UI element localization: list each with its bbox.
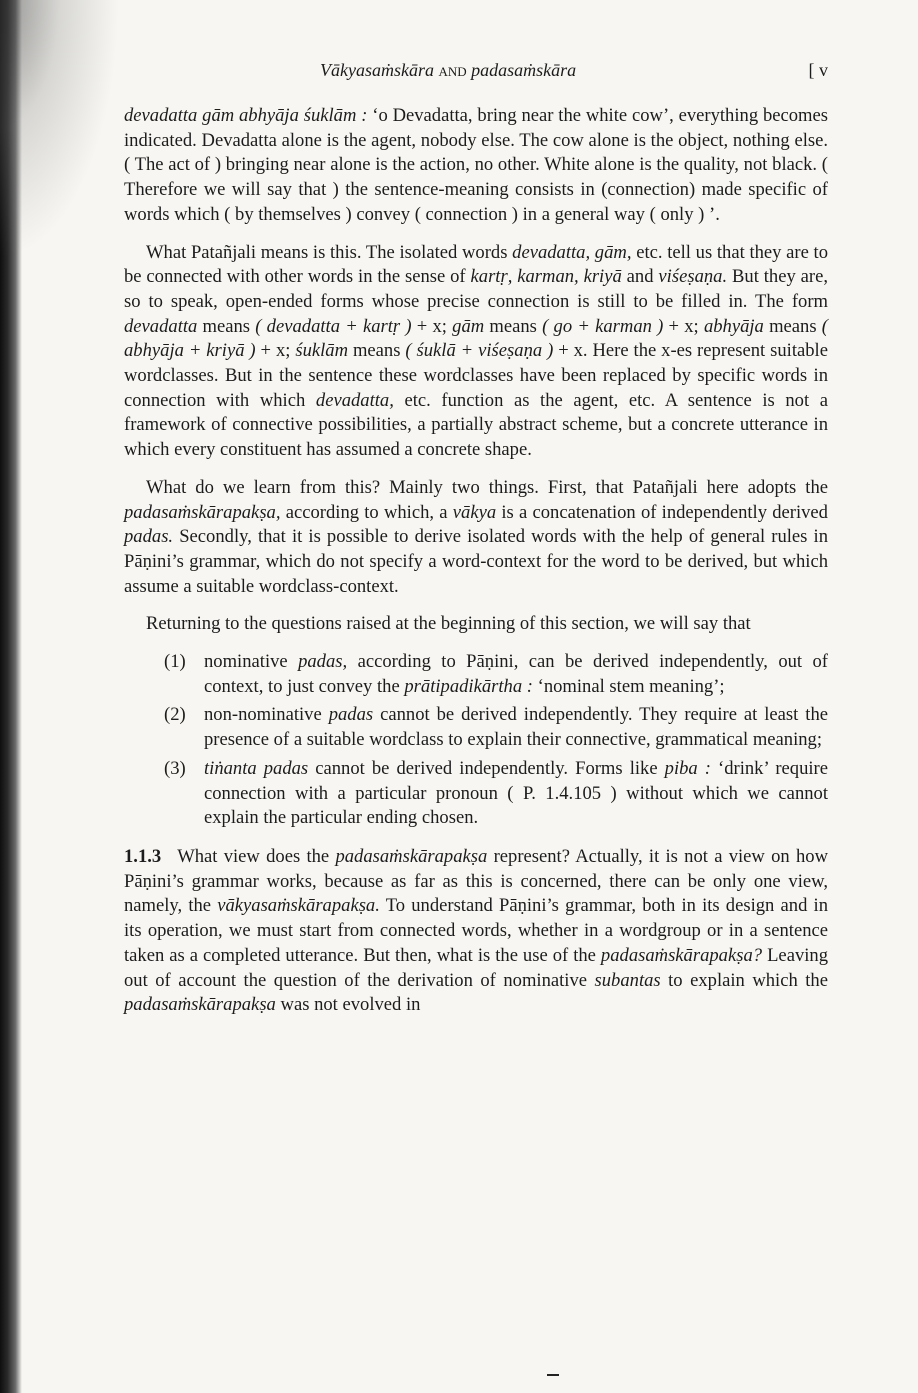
title-part-a: Vākyasaṁskāra	[320, 60, 434, 80]
term: tiṅanta padas	[204, 757, 309, 779]
text-run: + x;	[260, 340, 291, 362]
text-run: means	[352, 340, 401, 362]
list-item	[164, 703, 828, 752]
list-item	[164, 650, 828, 699]
term: piba :	[664, 757, 711, 779]
text-run: What do we learn from this? Mainly two things. First, that Patañjali here adopts the	[146, 476, 828, 498]
paragraph-3	[124, 476, 828, 600]
footer-mark	[547, 1374, 559, 1376]
term: vākyasaṁskārapakṣa.	[217, 895, 380, 917]
section-paragraph	[124, 845, 828, 1018]
text-run: is a concatenation of independently derived	[501, 501, 828, 523]
term: padasaṁskārapakṣa	[124, 994, 276, 1016]
paragraph-1	[124, 104, 828, 228]
list-number: (1)	[164, 651, 186, 673]
term: kartṛ, karman, kriyā	[470, 266, 622, 288]
page-body	[124, 58, 828, 1031]
term: subantas	[594, 969, 661, 991]
text-run: ‘drink’ require connection with a particular pronoun ( P. 1.4.105 ) without which we cannot explain the particular ending chosen.	[204, 757, 828, 829]
term: ( devadatta + kartṛ )	[255, 315, 412, 337]
paragraph-4: Returning to the questions raised at the beginning of this section, we will say that	[146, 613, 751, 635]
text-run: Leaving out of account the question of the derivation of nominative	[124, 944, 828, 991]
list-number: (2)	[164, 704, 186, 726]
paragraph-1-text: ‘o Devadatta, bring near the white cow’, everything becomes indicated. Devadatta alone is the agent, nobody else. The cow alone is the object, nothing else. ( The act of ) bringing near alone is the action, no other. White alone is the quality, not black. ( Therefore we will say that ) the sentence-meaning consists in (connection) made specific of words which ( by themselves ) convey ( connection ) in a general way ( only ) ’.	[124, 105, 828, 225]
term: viśeṣaṇa.	[658, 266, 728, 288]
text-run: cannot be derived independently. They require at least the presence of a suitable wordclass to explain their connective, grammatical meaning;	[204, 704, 828, 751]
text-run: etc. tell us that they are to be connected with other words in the sense of	[124, 241, 828, 288]
term: padas,	[298, 651, 348, 673]
title-and: and	[438, 60, 467, 80]
page-number: [ v	[808, 60, 828, 80]
text-run: nominative	[204, 651, 288, 673]
term: abhyāja	[703, 315, 764, 337]
term: padasaṁskārapakṣa?	[600, 944, 763, 966]
term: devadatta, gām,	[512, 241, 632, 263]
term: ( abhyāja + kriyā )	[124, 315, 828, 362]
text-run: according to Pāṇini, can be derived independently, out of context, to just convey the	[204, 651, 828, 697]
running-header	[124, 58, 828, 84]
text-run: non-nominative	[204, 704, 322, 726]
section-number: 1.1.3	[124, 845, 162, 867]
text-run: means	[202, 315, 251, 337]
text-run: cannot be derived independently. Forms like	[315, 757, 658, 779]
text-run: What view does the	[177, 845, 330, 867]
list-number: (3)	[164, 757, 186, 779]
text-run: represent? Actually, it is not a view on how Pāṇini’s grammar works, because as far as this is concerned, there can be only one view, namely, the	[124, 845, 828, 917]
paragraph-2	[124, 241, 828, 463]
text-run: Secondly, that it is possible to derive isolated words with the help of general rules in Pāṇini’s grammar, which do not specify a word-context for the word to be derived, but which assume a suitable wordclass-context.	[124, 526, 828, 597]
text-run: means	[489, 315, 537, 337]
term: ( go + karman )	[542, 315, 664, 337]
text-run: To understand Pāṇini’s grammar, both in its design and in its operation, we must start from connected words, whether in a wordgroup or in a sentence taken as a completed utterance. But then, what is the use of the	[124, 895, 828, 966]
text-run: ‘nominal stem meaning’;	[537, 675, 725, 697]
term: padas.	[124, 526, 174, 548]
text-run: to explain which the	[668, 969, 828, 991]
text-run: + x. Here the x-es represent suitable wordclasses. But in the sentence these wordclasses have been replaced by specific words in connection with which	[124, 340, 828, 411]
text-run: means	[769, 315, 817, 337]
text-run: etc. function as the agent, etc. A sentence is not a framework of connective possibilities, a partially abstract scheme, but a concrete utterance in which every constituent has assumed a concrete shape.	[124, 389, 828, 461]
term: devadatta	[124, 315, 198, 337]
term: prātipadikārtha :	[404, 675, 533, 697]
scan-corner-shadow	[0, 0, 120, 260]
term: vākya	[452, 501, 497, 523]
term: śuklām	[295, 340, 349, 362]
term: ( śuklā + viśeṣaṇa )	[405, 340, 554, 362]
text-run: + x;	[416, 315, 447, 337]
term: gām	[452, 315, 485, 337]
text-run: What Patañjali means is this. The isolated words	[146, 241, 508, 263]
text-run: But they are, so to speak, open-ended forms whose precise connection is still to be filled in. The form	[124, 266, 828, 312]
text-run: and	[626, 266, 654, 288]
sanskrit-quote: devadatta gām abhyāja śuklām :	[124, 105, 368, 126]
running-title	[320, 58, 576, 83]
term: devadatta,	[315, 389, 394, 411]
list-item	[164, 757, 828, 831]
text-run: + x;	[668, 315, 699, 337]
term: padasaṁskārapakṣa,	[124, 501, 281, 523]
numbered-list	[164, 650, 828, 831]
term: padasaṁskārapakṣa	[335, 845, 488, 867]
term: padas	[328, 704, 374, 726]
text-run: according to which, a	[285, 501, 448, 523]
title-part-b: padasaṁskāra	[471, 60, 577, 80]
text-run: was not evolved in	[280, 994, 421, 1016]
